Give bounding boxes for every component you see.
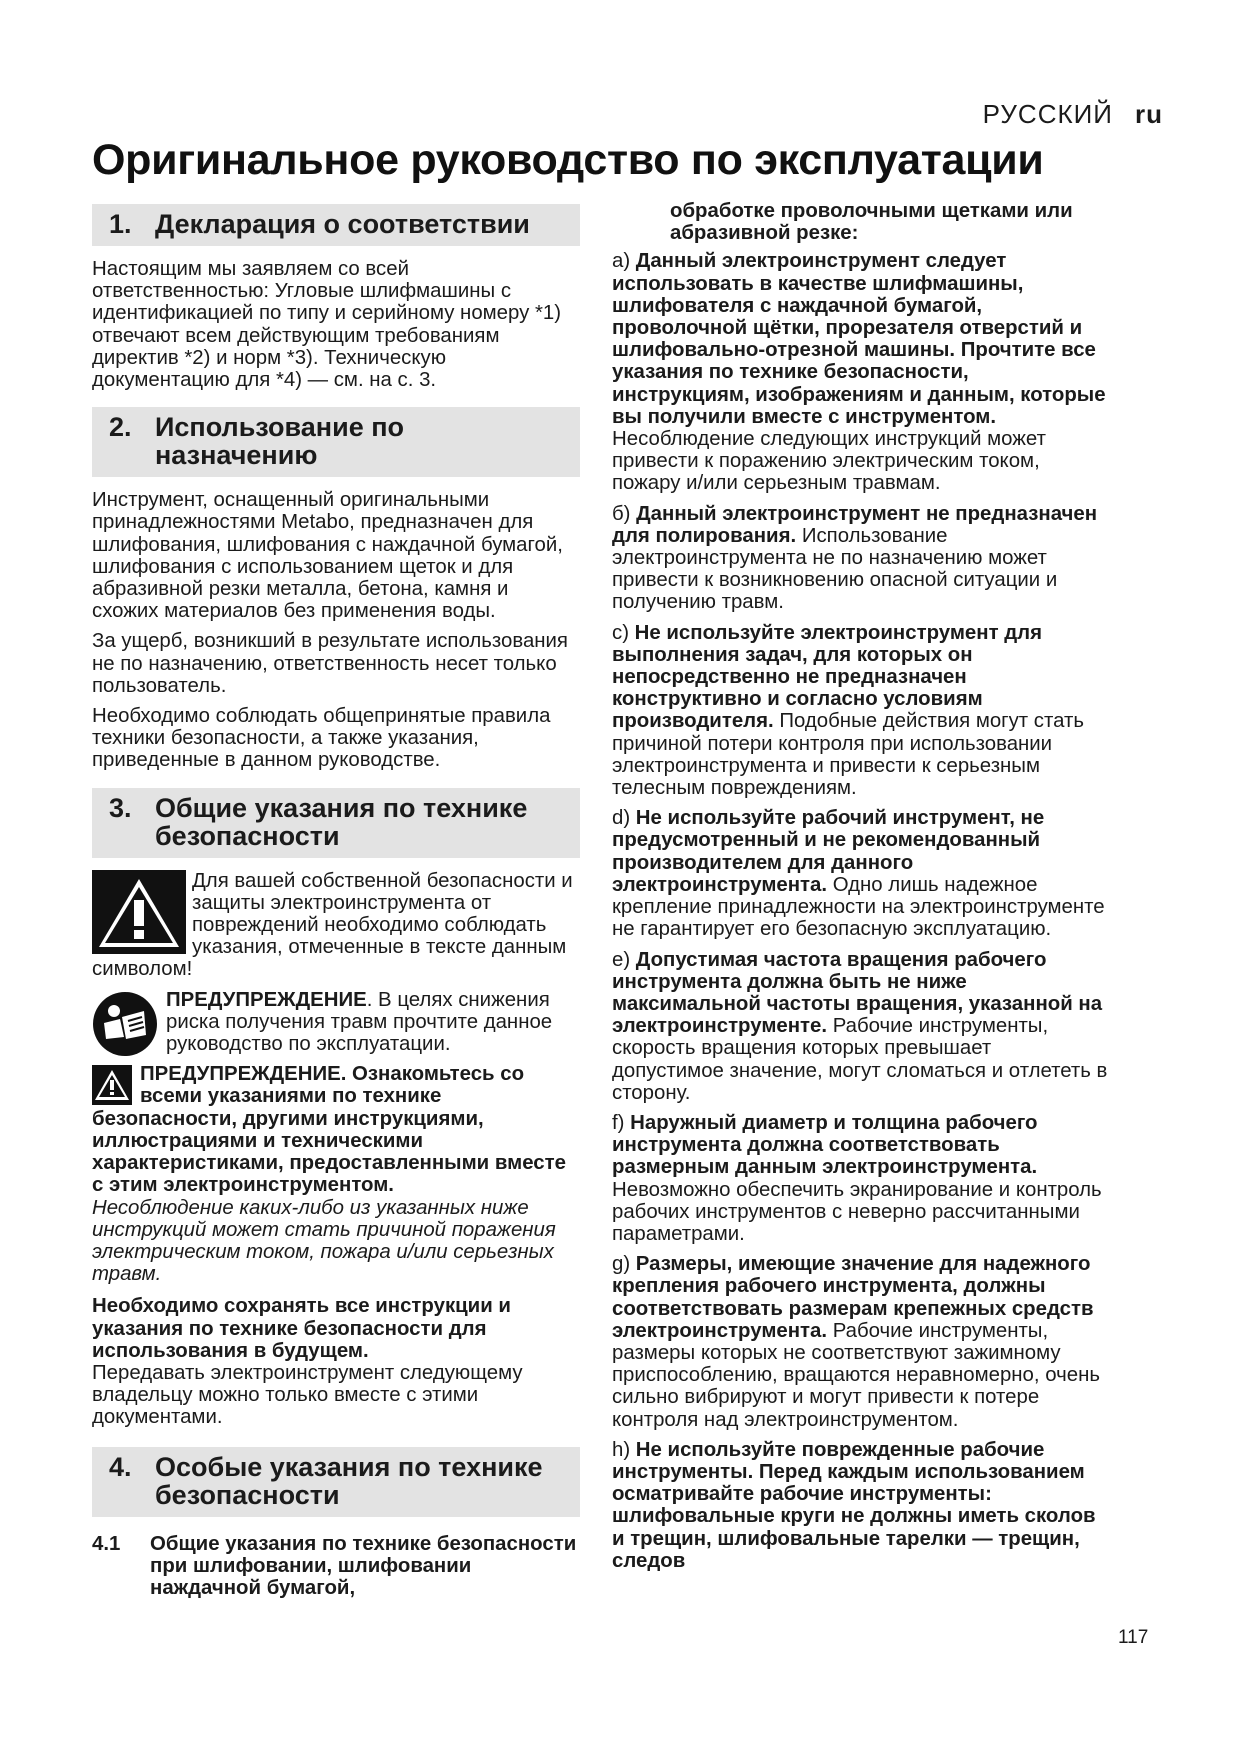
left-column (92, 204, 580, 1599)
section-number: 2. (109, 412, 132, 443)
item-bold-text: Размеры, имеющие значение для надежного крепления рабочего инструмента, должны соответствовать размерам крепежных средств электроинструмента. (612, 1253, 1094, 1342)
general-warning-italic: Несоблюдение каких-либо из указанных ниже инструкций может стать причиной поражения электрическим током, пожара и/или серьезных травм. (92, 1196, 556, 1286)
subsection-title-continued: обработке проволочными щетками или абразивной резке: (670, 200, 1073, 245)
item-marker: e) (612, 948, 636, 971)
item-bold-text: Не используйте поврежденные рабочие инструменты. Перед каждым использованием осматривайте рабочие инструменты: шлифовальные круги не должны иметь сколов и трещин, шлифовальные тарелки — трещин, следов (612, 1438, 1096, 1572)
safety-item (612, 250, 1108, 494)
language-header (983, 99, 1163, 130)
section-number: 1. (109, 209, 132, 239)
read-manual-text: . В целях снижения риска получения травм прочтите данное руководство по эксплуатации. (166, 988, 553, 1056)
keep-instructions-text: Необходимо сохранять все инструкции и указания по технике безопасности для использования в будущем. (92, 1295, 511, 1362)
item-text: Несоблюдение следующих инструкций может привести к поражению электрическим током, пожару и/или серьезным травмам. (612, 428, 1046, 495)
general-warning-block (92, 1063, 580, 1285)
section-title: Общие указания по технике безопасности (155, 792, 528, 851)
item-text: Использование электроинструмента не по назначению может привести к возникновению опасной ситуации и получению травм. (612, 524, 1058, 614)
item-text: Одно лишь надежное крепление принадлежности на электроинструменте не гарантирует его безопасную эксплуатацию. (612, 873, 1105, 941)
item-bold-text: Допустимая частота вращения рабочего инструмента должна быть не ниже максимальной частоты вращения, указанной на электроинструменте. (612, 948, 1103, 1038)
section-3-heading (92, 788, 580, 858)
item-text: Рабочие инструменты, скорость вращения которых превышает допустимое значение, могут сломаться и отлететь в сторону. (612, 1015, 1108, 1104)
item-marker: a) (612, 250, 636, 273)
page-title: Оригинальное руководство по эксплуатации (92, 136, 1044, 184)
item-text: Невозможно обеспечить экранирование и контроль рабочих инструментов с неверно рассчитанными параметрами. (612, 1178, 1102, 1245)
safety-items-list (612, 250, 1108, 1572)
item-marker: f) (612, 1111, 631, 1134)
section-title: Особые указания по технике безопасности (155, 1451, 543, 1510)
section-title: Декларация о соответствии (155, 209, 530, 239)
item-marker: g) (612, 1253, 636, 1276)
subsection-title: Общие указания по технике безопасности при шлифовании, шлифовании наждачной бумагой, (150, 1532, 577, 1599)
safety-item (612, 949, 1108, 1104)
right-column (612, 200, 1108, 1580)
subsection-4-1-heading (92, 1533, 580, 1600)
item-text: Рабочие инструменты, размеры которых не соответствуют зажимному приспособлению, вращаются неравномерно, очень сильно вибрируют и могут привести к потере контроля над электроинструментом. (612, 1319, 1100, 1431)
safety-item (612, 1439, 1108, 1572)
warning-triangle-icon (92, 870, 186, 954)
safety-item (612, 807, 1108, 940)
safety-item (612, 1112, 1108, 1245)
safety-item (612, 503, 1108, 614)
liability-text: За ущерб, возникший в результате использования не по назначению, ответственность несет только пользователь. (92, 630, 568, 697)
item-bold-text: Наружный диаметр и толщина рабочего инструмента должна соответствовать размерным данным электроинструмента. (612, 1111, 1038, 1179)
warning-triangle-icon (92, 1065, 132, 1105)
rules-text: Необходимо соблюдать общепринятые правила техники безопасности, а также указания, приведенные в данном руководстве. (92, 705, 551, 772)
item-marker: d) (612, 807, 636, 830)
safety-item (612, 622, 1108, 800)
declaration-text: Настоящим мы заявляем со всей ответственностью: Угловые шлифмашины с идентификацией по типу и серийному номеру *1) отвечают всем действующим требованиям директив *2) и норм *3). Техническую документацию для *4) — см. на с. 3. (92, 258, 562, 392)
language-code: ru (1135, 99, 1163, 129)
section-number: 3. (109, 792, 132, 823)
item-bold-text: Не используйте электроинструмент для выполнения задач, для которых он непосредственно не предназначен конструктивно и согласно условиям производителя. (612, 621, 1043, 733)
item-marker: c) (612, 621, 635, 644)
general-warning-text: ПРЕДУПРЕЖДЕНИЕ. Ознакомьтесь со всеми указаниями по технике безопасности, другими инструкциями, иллюстрациями и техническими характеристиками, предоставленными вместе с этим электроинструментом. (92, 1063, 566, 1197)
intended-use-text: Инструмент, оснащенный оригинальными принадлежностями Metabo, предназначен для шлифования, шлифования с наждачной бумагой, шлифования с использованием щеток и для абразивной резки металла, бетона, камня и схожих материалов без применения воды. (92, 489, 563, 623)
handover-text: Передавать электроинструмент следующему владельцу можно только вместе с этими документами. (92, 1361, 523, 1429)
section-number: 4. (109, 1451, 132, 1482)
item-text: Подобные действия могут стать причиной потери контроля при использовании электроинструмента и привести к серьезным телесным повреждениям. (612, 710, 1084, 800)
safety-symbol-text: Для вашей собственной безопасности и защиты электроинструмента от повреждений необходимо соблюдать указания, отмеченные в тексте данным символом! (92, 869, 573, 981)
item-bold-text: Данный электроинструмент следует использовать в качестве шлифмашины, шлифователя с наждачной бумагой, проволочной щётки, прорезателя отверстий и шлифовально-отрезной машины. Прочтите все указания по технике безопасности, инструкциям, изображениям и данным, которые вы получили вместе с инструментом. (612, 250, 1106, 428)
item-marker: h) (612, 1438, 636, 1461)
subsection-number: 4.1 (92, 1532, 121, 1555)
section-2-heading (92, 407, 580, 477)
page-number: 117 (1118, 1627, 1149, 1648)
read-manual-block (92, 989, 580, 1064)
item-bold-text: Данный электроинструмент не предназначен для полирования. (612, 502, 1098, 547)
item-bold-text: Не используйте рабочий инструмент, не предусмотренный и не рекомендованный производителем для данного электроинструмента. (612, 807, 1045, 896)
read-manual-icon (92, 991, 158, 1057)
warning-label: ПРЕДУПРЕЖДЕНИЕ (166, 988, 367, 1011)
safety-symbol-block (92, 870, 580, 989)
section-1-heading (92, 204, 580, 246)
safety-item (612, 1253, 1108, 1431)
item-marker: б) (612, 502, 637, 525)
language-name: РУССКИЙ (982, 99, 1113, 129)
section-title: Использование по назначению (155, 412, 405, 471)
section-4-heading (92, 1447, 580, 1517)
